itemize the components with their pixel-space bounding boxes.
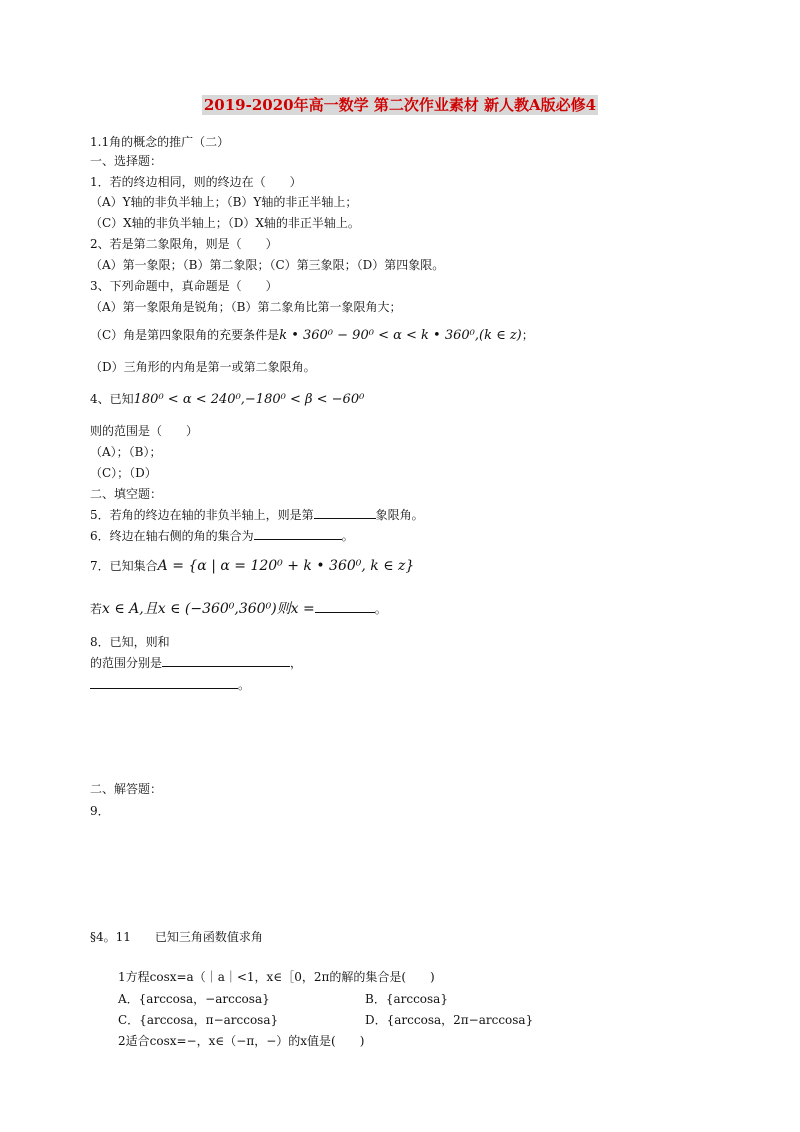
question-8: 8．已知，则和 (90, 635, 170, 649)
question-2-options: （A）第一象限；（B）第二象限；（C）第三象限；（D）第四象限。 (90, 258, 445, 272)
question-4-options-ab: （A）；（B）； (90, 445, 162, 459)
part-heading-fill: 二、填空题： (90, 487, 163, 501)
section-4-11-heading: §4。11 已知三角函数值求角 (90, 930, 263, 944)
answer-blank (90, 676, 238, 689)
question-1: 1．若的终边相同，则的终边在（ ） (90, 175, 302, 189)
question-2: 2、若是第二象限角，则是（ ） (90, 237, 278, 251)
section-heading: 1.1角的概念的推广（二） (90, 135, 230, 149)
math-expression: k • 360⁰ − 90⁰ < α < k • 360⁰,(k ∈ z) (279, 328, 522, 343)
part-heading-solve: 二、解答题： (90, 782, 163, 796)
question-1-options-cd: （C）X轴的非负半轴上；（D）X轴的非正半轴上。 (90, 216, 360, 230)
question-3: 3、下列命题中，真命题是（ ） (90, 279, 278, 293)
question-3-option-c: （C）角是第四象限角的充要条件是k • 360⁰ − 90⁰ < α < k • 360⁰,(k ∈ z)； (90, 328, 534, 343)
question-5: 5．若角的终边在轴的非负半轴上，则是第 象限角。 (90, 508, 424, 522)
question-7-condition: 若x ∈ A,且x ∈ (−360⁰,360⁰)则x = 。 (90, 601, 387, 617)
question-1-options-ab: （A）Y轴的非负半轴上；（B）Y轴的非正半轴上； (90, 195, 358, 209)
question-4-options-cd: （C）；（D） (90, 466, 157, 480)
part-heading-choice: 一、选择题： (90, 154, 163, 168)
question-7: 7．已知集合A = {α | α = 120⁰ + k • 360⁰, k ∈ z} (90, 558, 415, 574)
math-expression: 180⁰ < α < 240⁰,−180⁰ < β < −60⁰ (133, 392, 365, 407)
section-4-11-question-2: 2适合cosx=−，x∈（−π，−）的x值是( ) (118, 1034, 365, 1048)
document-title: 2019-2020年高一数学 第二次作业素材 新人教A版必修4 (203, 96, 597, 114)
answer-blank (315, 600, 375, 613)
question-8-range: 的范围分别是 ， (90, 656, 303, 670)
math-expression: A = {α | α = 120⁰ + k • 360⁰, k ∈ z} (157, 558, 415, 574)
question-4-stem: 则的范围是（ ） (90, 424, 199, 438)
question-9: 9． (90, 804, 110, 818)
question-3-option-d: （D）三角形的内角是第一或第二象限角。 (90, 360, 316, 374)
question-4: 4、已知180⁰ < α < 240⁰,−180⁰ < β < −60⁰ (90, 392, 365, 407)
math-expression: x ∈ A,且x ∈ (−360⁰,360⁰)则x = (102, 601, 315, 617)
question-3-options-ab: （A）第一象限角是锐角；（B）第二象角比第一象限角大； (90, 300, 402, 314)
question-6: 6．终边在轴右侧的角的集合为 。 (90, 529, 354, 543)
section-4-11-question-1: 1方程cosx=a（｜a｜<1，x∈［0，2π的解的集合是( ) (118, 970, 435, 984)
answer-blank (162, 654, 290, 667)
answer-blank (254, 527, 342, 540)
question-8-range-2: 。 (90, 676, 250, 693)
answer-blank (314, 506, 376, 519)
section-4-11-options-ab: A．{arccosa，−arccosa} B．{arccosa} (118, 992, 448, 1006)
section-4-11-options-cd: C．{arccosa，π−arccosa} D．{arccosa，2π−arccosa} (118, 1013, 534, 1027)
